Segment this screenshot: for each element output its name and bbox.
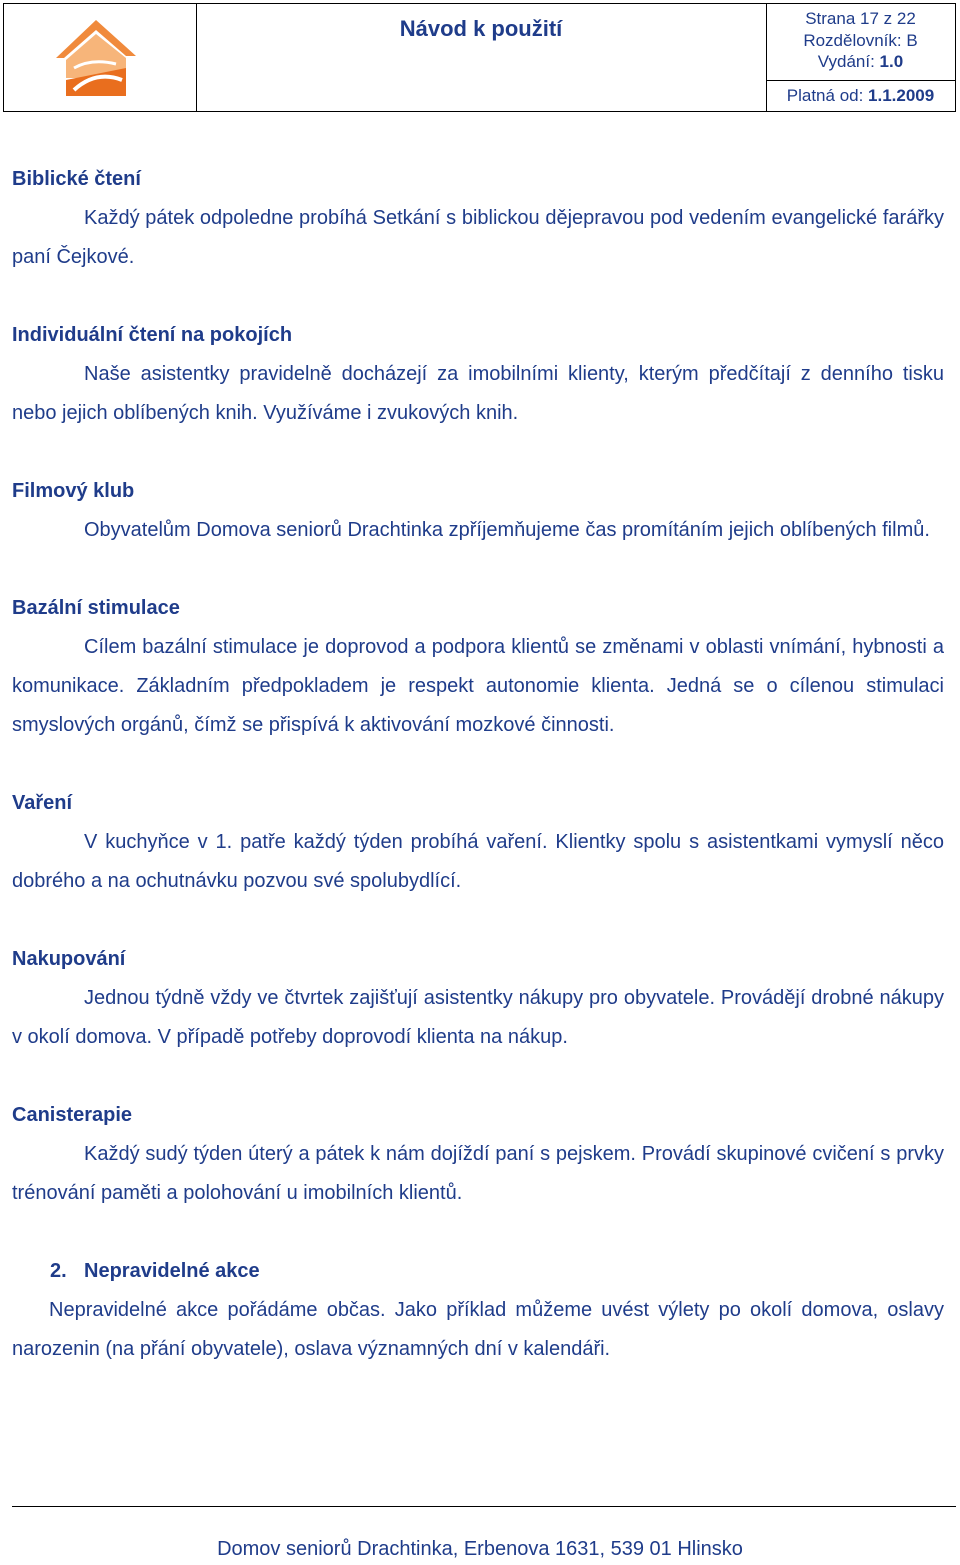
section-individual-reading [12, 316, 944, 433]
footer-address: Domov seniorů Drachtinka, Erbenova 1631, 539 01 Hlinsko [217, 1538, 743, 1560]
section-text: Cílem bazální stimulace je doprovod a podpora klientů se změnami v oblasti vnímání, hybnosti a komunikace. Základním předpokladem je respekt autonomie klienta. Jedná se o cílenou stimulaci smyslových orgánů, čímž se přispívá k aktivování mozkové činnosti. [12, 636, 944, 736]
section-text: Každý pátek odpoledne probíhá Setkání s biblickou dějepravou pod vedením evangelické farářky paní Čejkové. [12, 207, 944, 268]
section-text: Jednou týdně vždy ve čtvrtek zajišťují asistentky nákupy pro obyvatele. Provádějí drobné nákupy v okolí domova. V případě potřeby doprovodí klienta na nákup. [12, 987, 944, 1048]
section-shopping [12, 940, 944, 1057]
distribution-label: Rozdělovník: B [803, 31, 918, 50]
meta-cell [766, 4, 955, 111]
section-text: Obyvatelům Domova seniorů Drachtinka zpříjemňujeme čas promítáním jejich oblíbených filmů. [84, 519, 930, 541]
section-bible-reading [12, 160, 944, 277]
section-title: Bazální stimulace [12, 597, 180, 619]
section-basal-stimulation [12, 589, 944, 745]
numbered-heading [12, 1252, 944, 1291]
section-title: Canisterapie [12, 1104, 133, 1126]
house-logo-icon [56, 18, 138, 100]
section-text: Naše asistentky pravidelně docházejí za imobilními klienty, kterým předčítají z denního tisku nebo jejich oblíbených knih. Využíváme i zvukových knih. [12, 363, 944, 424]
section-text: Každý sudý týden úterý a pátek k nám dojíždí paní s pejskem. Provádí skupinové cvičení s prvky trénování paměti a polohování u imobilních klientů. [12, 1143, 944, 1204]
section-title: Individuální čtení na pokojích [12, 324, 293, 346]
document-body [12, 160, 944, 1408]
section-cooking [12, 784, 944, 901]
edition-label: Vydání: 1.0 [817, 52, 904, 71]
section-text: Nepravidelné akce pořádáme občas. Jako příklad můžeme uvést výlety po okolí domova, oslavy narozenin (na přání obyvatele), oslava významných dní v kalendáři. [12, 1299, 944, 1360]
section-irregular-events [12, 1252, 944, 1369]
section-title: Filmový klub [12, 480, 135, 502]
section-text: V kuchyňce v 1. patře každý týden probíhá vaření. Klientky spolu s asistentkami vymyslí něco dobrého a na ochutnávku pozvou své spolubydlící. [12, 831, 944, 892]
footer-divider [12, 1506, 956, 1507]
section-title: Biblické čtení [12, 168, 141, 190]
logo-cell [4, 4, 197, 111]
section-film-club [12, 472, 944, 550]
valid-from: Platná od: 1.1.2009 [766, 80, 955, 111]
document-title: Návod k použití [399, 16, 563, 41]
heading-number: 2. [50, 1260, 67, 1282]
title-cell [196, 4, 767, 111]
section-title: Vaření [12, 792, 73, 814]
page-number: Strana 17 z 22 [805, 9, 916, 28]
section-title: Nakupování [12, 948, 126, 970]
document-header [3, 3, 956, 112]
section-canistherapy [12, 1096, 944, 1213]
heading-text: Nepravidelné akce [84, 1260, 260, 1282]
